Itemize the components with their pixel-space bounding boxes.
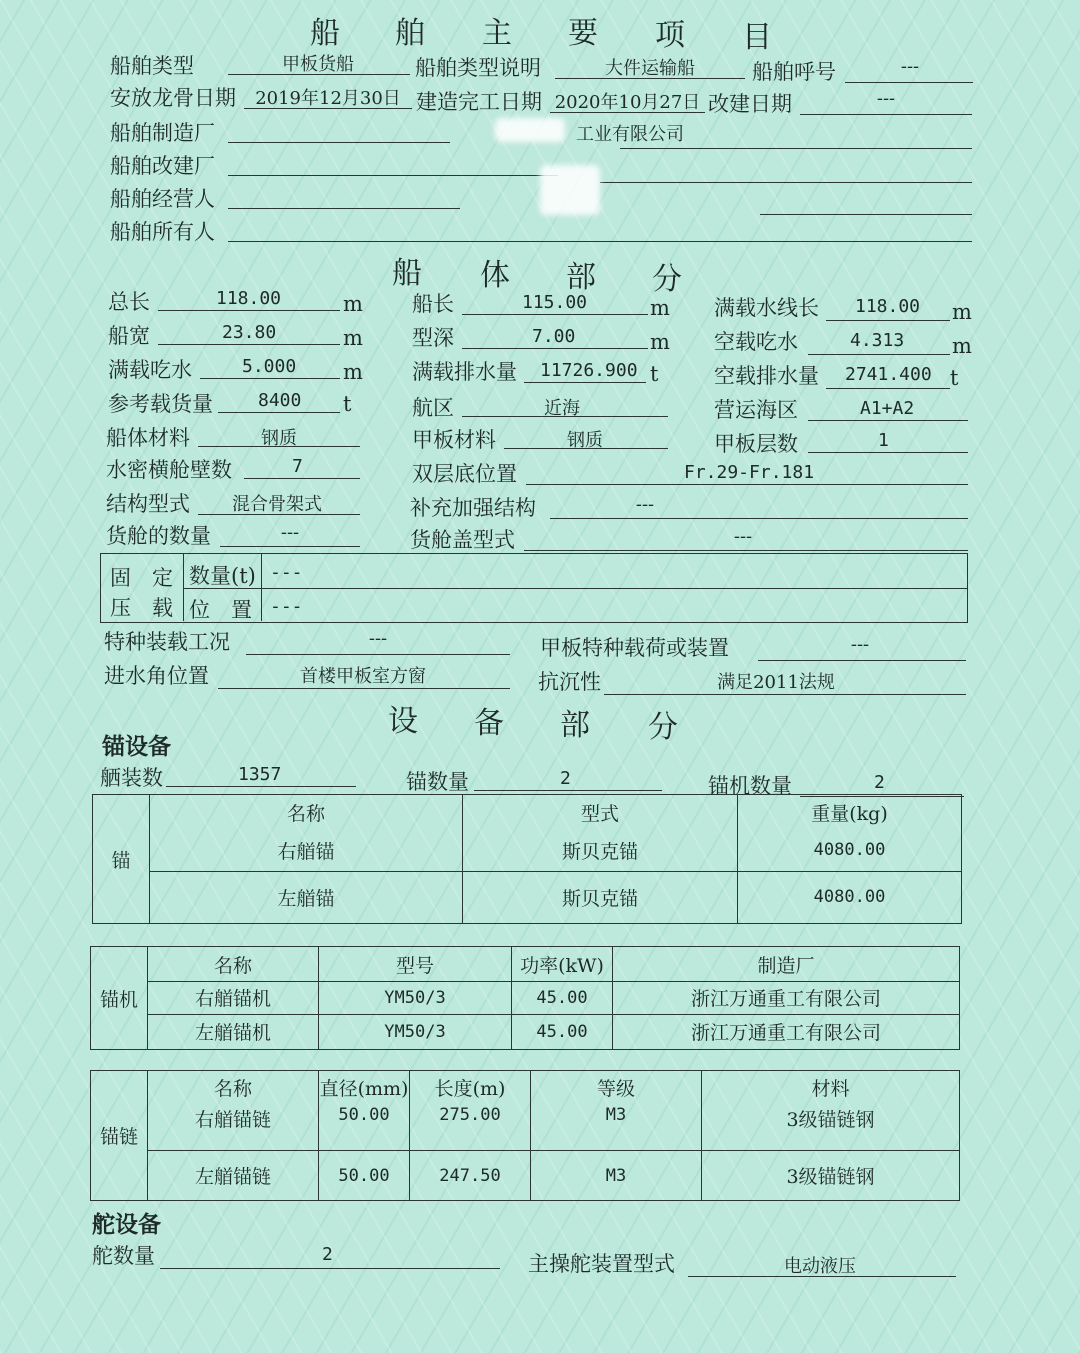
cell: 3级锚链钢 (702, 1105, 960, 1151)
cell: 50.00 (319, 1151, 410, 1201)
windlass-count-label: 锚机数量 (708, 774, 792, 798)
table-row (91, 982, 960, 1015)
hull-mat-value: 钢质 (261, 428, 297, 449)
type-desc-label: 船舶类型说明 (415, 56, 541, 80)
title-char: 舶 (395, 16, 425, 51)
rebuilder-label: 船舶改建厂 (110, 154, 215, 178)
cargo-value: 8400 (258, 390, 302, 411)
sink-value: 满足2011法规 (717, 672, 835, 693)
keel-value: 2019年12月30日 (255, 88, 401, 109)
col-header: 制造厂 (613, 947, 960, 982)
table-row (93, 830, 962, 872)
anchors-table (92, 794, 962, 924)
table-row (93, 871, 962, 923)
light-disp-label: 空载排水量 (714, 364, 819, 388)
unit-t: t (343, 392, 352, 416)
hull-mat-label: 船体材料 (106, 426, 190, 450)
cell: 4080.00 (738, 830, 962, 872)
windlass-title: 锚机 (91, 947, 148, 1050)
rudder-count-label: 舵数量 (92, 1244, 155, 1268)
unit-m: m (343, 326, 363, 350)
col-header: 名称 (148, 947, 319, 982)
structure-value: 混合骨架式 (232, 494, 322, 515)
lwl-label: 满载水线长 (714, 296, 819, 320)
lpp-label: 船长 (412, 292, 454, 316)
unit-t: t (950, 366, 959, 390)
sea-label: 营运海区 (714, 398, 798, 422)
cargo-label: 参考载货量 (108, 392, 213, 416)
cell: 275.00 (410, 1105, 531, 1151)
full-disp-label: 满载排水量 (412, 360, 517, 384)
hatch-label: 货舱盖型式 (410, 528, 515, 552)
cell: 左艏锚机 (148, 1014, 319, 1049)
ballast-label-2: 压 载 (110, 596, 173, 620)
anchor-count-value: 2 (560, 768, 571, 789)
col-header: 名称 (148, 1071, 319, 1105)
breadth-label: 船宽 (108, 324, 150, 348)
loa-value: 118.00 (216, 288, 282, 309)
breadth-value: 23.80 (222, 322, 277, 343)
equip-num-value: 1357 (238, 764, 282, 785)
cell: 3级锚链钢 (702, 1151, 960, 1201)
nav-label: 航区 (412, 396, 454, 420)
deck-layers-value: 1 (878, 430, 889, 451)
type-desc-value: 大件运输船 (605, 58, 695, 79)
rebuild-value: --- (876, 88, 896, 109)
cell: 浙江万通重工有限公司 (613, 982, 960, 1015)
col-header: 重量(kg) (738, 795, 962, 830)
cell: 50.00 (319, 1105, 410, 1151)
deck-mat-value: 钢质 (567, 430, 603, 451)
builder-label: 船舶制造厂 (110, 121, 215, 145)
table-row (91, 1105, 960, 1151)
ballast-pos-label: 位 置 (189, 598, 252, 622)
col-header: 等级 (531, 1071, 702, 1105)
title-char: 备 (474, 706, 504, 741)
rebuild-label: 改建日期 (708, 92, 792, 116)
windlass-table (90, 946, 960, 1050)
keel-label: 安放龙骨日期 (110, 86, 236, 110)
unit-m: m (952, 334, 972, 358)
table-row (91, 1151, 960, 1201)
light-draft-label: 空载吃水 (714, 330, 798, 354)
title-char: 主 (482, 16, 512, 51)
flood-label: 进水角位置 (104, 664, 209, 688)
lpp-value: 115.00 (522, 292, 588, 313)
cell: 斯贝克锚 (463, 871, 738, 923)
operator-label: 船舶经营人 (110, 187, 215, 211)
nav-value: 近海 (544, 398, 580, 419)
holds-value: --- (280, 522, 300, 543)
col-header: 材料 (702, 1071, 960, 1105)
ship-type-label: 船舶类型 (110, 54, 194, 78)
cell: 45.00 (512, 1014, 613, 1049)
unit-m: m (650, 330, 670, 354)
sink-label: 抗沉性 (538, 670, 601, 694)
deck-special-value: --- (850, 634, 870, 655)
anchor-section-heading: 锚设备 (102, 734, 171, 760)
title-char: 船 (310, 16, 340, 51)
cell: 右艏锚 (150, 830, 463, 872)
full-disp-value: 11726.900 (540, 360, 638, 381)
ship-type-value: 甲板货船 (282, 54, 354, 75)
cell: YM50/3 (319, 982, 512, 1015)
col-header: 功率(kW) (512, 947, 613, 982)
double-bottom-value: Fr.29-Fr.181 (684, 462, 815, 483)
light-draft-value: 4.313 (850, 330, 905, 351)
flood-value: 首楼甲板室方窗 (300, 666, 426, 687)
builder-value: 工业有限公司 (576, 124, 684, 145)
depth-label: 型深 (412, 326, 454, 350)
cell: 浙江万通重工有限公司 (613, 1014, 960, 1049)
special-load-value: --- (368, 628, 388, 649)
unit-m: m (952, 300, 972, 324)
callsign-value: --- (900, 56, 920, 77)
title-char: 体 (480, 258, 510, 293)
owner-label: 船舶所有人 (110, 220, 215, 244)
sea-value: A1+A2 (860, 398, 915, 419)
loa-label: 总长 (108, 290, 150, 314)
double-bottom-label: 双层底位置 (412, 462, 517, 486)
title-char: 分 (652, 262, 682, 297)
steering-value: 电动液压 (784, 1256, 856, 1277)
cell: YM50/3 (319, 1014, 512, 1049)
title-char: 分 (648, 710, 678, 745)
cell: M3 (531, 1105, 702, 1151)
holds-label: 货舱的数量 (106, 524, 211, 548)
ballast-qty-value: --- (270, 562, 303, 583)
callsign-label: 船舶呼号 (752, 60, 836, 84)
bulkhead-label: 水密横舱壁数 (106, 458, 232, 482)
light-disp-value: 2741.400 (845, 364, 932, 385)
windlass-count-value: 2 (874, 772, 885, 793)
unit-m: m (650, 296, 670, 320)
complete-value: 2020年10月27日 (554, 92, 701, 113)
depth-value: 7.00 (532, 326, 576, 347)
structure-label: 结构型式 (106, 492, 190, 516)
title-char: 要 (568, 16, 598, 51)
full-draft-label: 满载吃水 (108, 358, 192, 382)
rudder-count-value: 2 (322, 1244, 333, 1265)
cell: 左艏锚链 (148, 1151, 319, 1201)
ballast-qty-label: 数量(t) (189, 564, 256, 588)
equip-num-label: 舾装数 (100, 766, 163, 790)
cell: 斯贝克锚 (463, 830, 738, 872)
anchors-title: 锚 (93, 795, 150, 924)
reinforce-value: --- (635, 494, 655, 515)
chain-table (90, 1070, 960, 1201)
complete-label: 建造完工日期 (416, 90, 542, 114)
cell: 左艏锚 (150, 871, 463, 923)
unit-m: m (343, 360, 363, 384)
table-row (91, 1014, 960, 1049)
hatch-value: --- (733, 526, 753, 547)
col-header: 型式 (463, 795, 738, 830)
deck-layers-label: 甲板层数 (714, 432, 798, 456)
title-char: 部 (560, 708, 590, 743)
title-char: 设 (388, 704, 418, 739)
cell: 右艏锚链 (148, 1105, 319, 1151)
bulkhead-value: 7 (292, 456, 303, 477)
title-char: 部 (566, 260, 596, 295)
col-header: 直径(mm) (319, 1071, 410, 1105)
special-load-label: 特种装载工况 (104, 630, 230, 654)
ballast-label-1: 固 定 (110, 566, 173, 590)
unit-m: m (343, 292, 363, 316)
col-header: 长度(m) (410, 1071, 531, 1105)
unit-t: t (650, 362, 659, 386)
col-header: 型号 (319, 947, 512, 982)
title-char: 船 (392, 256, 422, 291)
cell: M3 (531, 1151, 702, 1201)
steering-label: 主操舵装置型式 (528, 1252, 675, 1276)
chain-title: 锚链 (91, 1071, 148, 1201)
cell: 247.50 (410, 1151, 531, 1201)
anchor-count-label: 锚数量 (406, 770, 469, 794)
lwl-value: 118.00 (855, 296, 921, 317)
col-header: 名称 (150, 795, 463, 830)
deck-mat-label: 甲板材料 (412, 428, 496, 452)
full-draft-value: 5.000 (242, 356, 297, 377)
cell: 45.00 (512, 982, 613, 1015)
title-char: 目 (742, 20, 772, 55)
rudder-section-heading: 舵设备 (92, 1212, 161, 1238)
cell: 右艏锚机 (148, 982, 319, 1015)
title-char: 项 (655, 18, 685, 53)
reinforce-label: 补充加强结构 (410, 496, 536, 520)
ballast-pos-value: --- (270, 596, 303, 617)
cell: 4080.00 (738, 871, 962, 923)
deck-special-label: 甲板特种载荷或装置 (540, 636, 729, 660)
